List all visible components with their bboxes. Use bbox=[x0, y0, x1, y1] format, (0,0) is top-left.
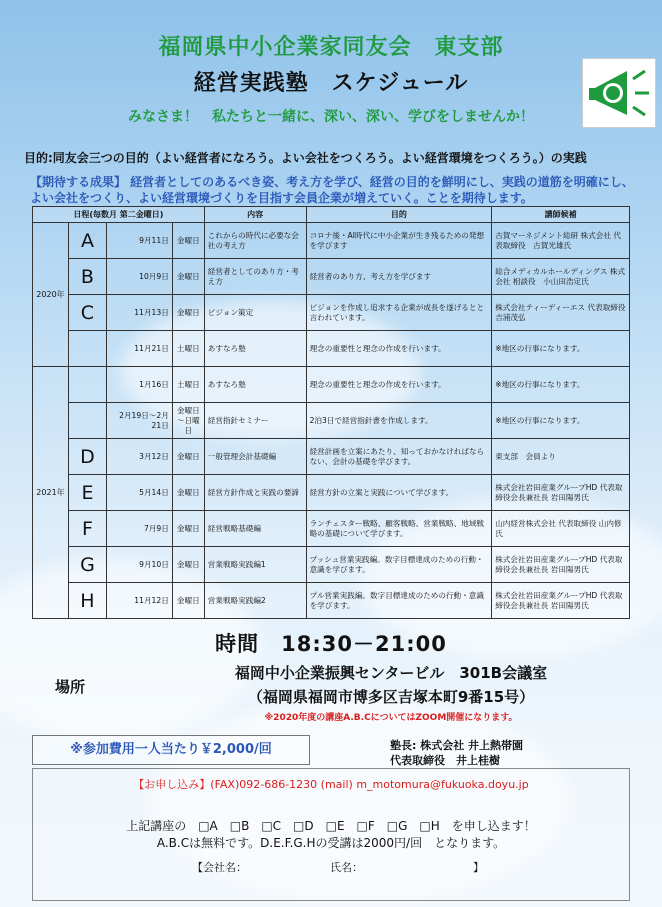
content-cell: あすなろ塾 bbox=[204, 331, 306, 367]
weekday-cell: 金曜日 bbox=[172, 439, 204, 475]
content-cell: 経営戦略基礎編 bbox=[204, 511, 306, 547]
weekday-cell: 金曜日 bbox=[172, 259, 204, 295]
content-cell: 経営方針作成と実践の要諦 bbox=[204, 475, 306, 511]
table-row bbox=[33, 259, 630, 295]
lecturer-cell: 古賀マーネジメント総研 株式会社 代表取締役 古賀光雄氏 bbox=[492, 223, 630, 259]
course-letter: G bbox=[68, 547, 106, 583]
date-cell: 11月21日 bbox=[106, 331, 172, 367]
lecturer-cell: 株式会社ティーディーエス 代表取締役 吉浦茂弘 bbox=[492, 295, 630, 331]
expected-results: 【期待する成果】 経営者としてのあるべき姿、考え方を学び、経営の目的を鮮明にし、実践の道筋を明確にし、よい会社をつくり、よい経営環境づくりを目指す会員企業が増えていく。ことを期待します。 bbox=[30, 175, 634, 205]
venue-label: 場所 bbox=[55, 678, 86, 696]
lecturer-cell: 株式会社岩田産業グループHD 代表取締役会長兼社長 岩田陽男氏 bbox=[492, 583, 630, 619]
weekday-cell: 金曜日 bbox=[172, 547, 204, 583]
fee-box: ※参加費用一人当たり￥2,000/回 bbox=[32, 735, 310, 765]
course-checkbox-line[interactable]: 上記講座の □A □B □C □D □E □F □G □H を申し込ます！ bbox=[126, 819, 536, 833]
course-letter: C bbox=[68, 295, 106, 331]
content-cell: 経営者としてのあり方・考え方 bbox=[204, 259, 306, 295]
date-cell: 1月16日 bbox=[106, 367, 172, 403]
year-cell: 2020年 bbox=[33, 223, 69, 367]
purpose-cell: プッシュ営業実践編。数字目標達成のための行動・意識を学びます。 bbox=[306, 547, 492, 583]
table-header-row bbox=[33, 207, 630, 223]
weekday-cell: 金曜日 bbox=[172, 583, 204, 619]
course-letter: A bbox=[68, 223, 106, 259]
date-cell: 9月11日 bbox=[106, 223, 172, 259]
weekday-cell: 金曜日 bbox=[172, 511, 204, 547]
date-cell: 11月13日 bbox=[106, 295, 172, 331]
date-cell: 7月9日 bbox=[106, 511, 172, 547]
table-row bbox=[33, 331, 630, 367]
date-cell: 11月12日 bbox=[106, 583, 172, 619]
course-letter: B bbox=[68, 259, 106, 295]
purpose-cell: 理念の重要性と理念の作成を行います。 bbox=[306, 331, 492, 367]
zoom-note: ※2020年度の講座A.B.CについてはZOOM開催になります。 bbox=[264, 713, 518, 723]
header-lecturer: 講師候補 bbox=[492, 207, 630, 223]
content-cell: ビジョン策定 bbox=[204, 295, 306, 331]
fee-note: A.B.Cは無料です。D.E.F.G.Hの受講は2000円/回 となります。 bbox=[156, 836, 506, 850]
header-schedule: 日程(毎数月 第二金曜日) bbox=[33, 207, 205, 223]
organization-title: 福岡県中小企業家同友会 東支部 bbox=[158, 35, 504, 60]
course-letter: F bbox=[68, 511, 106, 547]
date-cell: 3月12日 bbox=[106, 439, 172, 475]
content-cell: 経営指針セミナー bbox=[204, 403, 306, 439]
date-cell: 2月19日～2月21日 bbox=[106, 403, 172, 439]
page-title: 経営実践塾 スケジュール bbox=[193, 71, 469, 96]
content-cell: 営業戦略実践編1 bbox=[204, 547, 306, 583]
venue-address: （福岡県福岡市博多区吉塚本町9番15号） bbox=[247, 688, 535, 706]
schedule-table bbox=[32, 206, 634, 619]
invitation-text: みなさま！ 私たちと一緒に、深い、深い、学びをしませんか！ bbox=[128, 109, 534, 125]
application-contact[interactable]: 【お申し込み】(FAX)092-686-1230 (mail) m_motomura@fukuoka.doyu.jp bbox=[133, 778, 529, 791]
table-row bbox=[33, 583, 630, 619]
director-name: 代表取締役 井上桂樹 bbox=[390, 754, 500, 767]
lecturer-cell: ※地区の行事になります。 bbox=[492, 367, 630, 403]
year-cell: 2021年 bbox=[33, 367, 69, 619]
table-row bbox=[33, 367, 630, 403]
table-row bbox=[33, 295, 630, 331]
table-row bbox=[33, 223, 630, 259]
content-cell: 営業戦略実践編2 bbox=[204, 583, 306, 619]
purpose-cell: 2泊3日で経営指針書を作成します。 bbox=[306, 403, 492, 439]
course-letter bbox=[68, 331, 106, 367]
course-letter: D bbox=[68, 439, 106, 475]
weekday-cell: 金曜日～日曜日 bbox=[172, 403, 204, 439]
director-company: 塾長: 株式会社 井上熱帯園 bbox=[390, 739, 524, 752]
lecturer-cell: ※地区の行事になります。 bbox=[492, 403, 630, 439]
lecturer-cell: ※地区の行事になります。 bbox=[492, 331, 630, 367]
lecturer-cell: 株式会社岩田産業グループHD 代表取締役会長兼社長 岩田陽男氏 bbox=[492, 475, 630, 511]
venue-name: 福岡中小企業振興センタービル 301B会議室 bbox=[234, 664, 548, 682]
table-row bbox=[33, 475, 630, 511]
time-info: 時間 18:30－21:00 bbox=[215, 632, 447, 656]
lecturer-cell: 株式会社岩田産業グループHD 代表取締役会長兼社長 岩田陽男氏 bbox=[492, 547, 630, 583]
content-cell: これからの時代に必要な会社の考え方 bbox=[204, 223, 306, 259]
course-letter: E bbox=[68, 475, 106, 511]
lecturer-cell: 山内経営株式会社 代表取締役 山内修氏 bbox=[492, 511, 630, 547]
table-row bbox=[33, 403, 630, 439]
weekday-cell: 金曜日 bbox=[172, 295, 204, 331]
purpose-cell: 経営方針の立案と実践について学びます。 bbox=[306, 475, 492, 511]
table-row bbox=[33, 439, 630, 475]
purpose-cell: 経営計画を立案にあたり、知っておかなければならない、会計の基礎を学びます。 bbox=[306, 439, 492, 475]
weekday-cell: 金曜日 bbox=[172, 475, 204, 511]
purpose-cell: 経営者のあり方、考え方を学びます bbox=[306, 259, 492, 295]
company-field[interactable]: 【会社名： bbox=[192, 861, 247, 874]
content-cell: あすなろ塾 bbox=[204, 367, 306, 403]
weekday-cell: 土曜日 bbox=[172, 331, 204, 367]
table-row bbox=[33, 547, 630, 583]
date-cell: 10月9日 bbox=[106, 259, 172, 295]
date-cell: 5月14日 bbox=[106, 475, 172, 511]
purpose-cell: 理念の重要性と理念の作成を行います。 bbox=[306, 367, 492, 403]
purpose-cell: コロナ後・AI時代に中小企業が生き残るための発想を学びます bbox=[306, 223, 492, 259]
name-field[interactable]: 氏名： bbox=[330, 861, 363, 874]
purpose-cell: ビジョンを作成し追求する企業が成長を遂げるとと言われています。 bbox=[306, 295, 492, 331]
header-content: 内容 bbox=[204, 207, 306, 223]
purpose-cell: ランチェスター戦略、顧客戦略、営業戦略、地域戦略の基礎について学びます。 bbox=[306, 511, 492, 547]
header-purpose: 目的 bbox=[306, 207, 492, 223]
table-row bbox=[33, 511, 630, 547]
lecturer-cell: 総合メディカルホールディングス 株式会社 相談役 小山田浩定氏 bbox=[492, 259, 630, 295]
course-letter bbox=[68, 403, 106, 439]
form-close-bracket: 】 bbox=[473, 861, 484, 874]
course-letter: H bbox=[68, 583, 106, 619]
weekday-cell: 金曜日 bbox=[172, 223, 204, 259]
weekday-cell: 土曜日 bbox=[172, 367, 204, 403]
purpose-cell: プル営業実践編。数字目標達成のための行動・意識を学びます。 bbox=[306, 583, 492, 619]
course-letter bbox=[68, 367, 106, 403]
lecturer-cell: 東支部 会員より bbox=[492, 439, 630, 475]
purpose-text: 目的:同友会三つの目的（よい経営者になろう。よい会社をつくろう。よい経営環境をつくろう。）の実践 bbox=[24, 151, 587, 165]
content-cell: 一般管理会計基礎編 bbox=[204, 439, 306, 475]
date-cell: 9月10日 bbox=[106, 547, 172, 583]
